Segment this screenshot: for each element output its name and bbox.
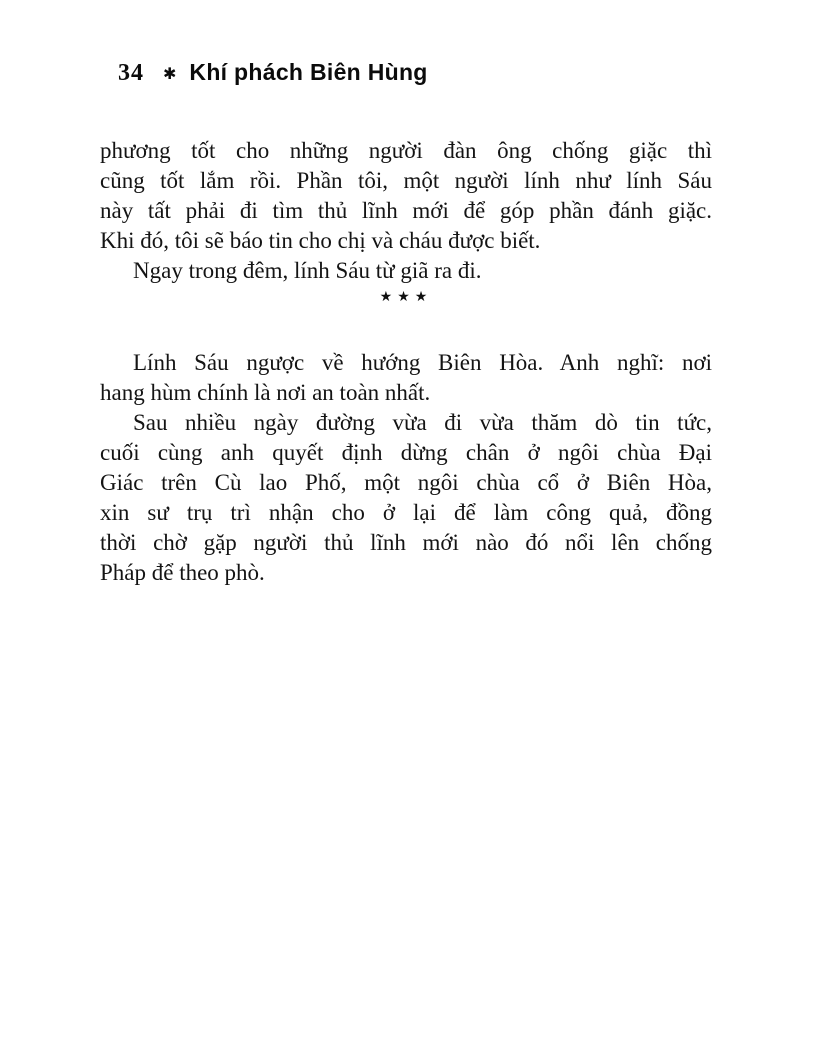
paragraph-line: Khi đó, tôi sẽ báo tin cho chị và cháu được biết. [100,228,541,253]
paragraph-line: Pháp để theo phò. [100,560,265,585]
paragraph-line: phương tốt cho những người đàn ông chống giặc thì [100,138,712,163]
header-asterisk-icon: ✱ [163,64,177,83]
paragraph-line: cũng tốt lắm rồi. Phần tôi, một người lính như lính Sáu [100,168,712,193]
paragraph-line: hang hùm chính là nơi an toàn nhất. [100,380,431,405]
paragraph [100,136,712,256]
paragraph-line: Ngay trong đêm, lính Sáu từ giã ra đi. [133,258,482,283]
paragraph-line: thời chờ gặp người thủ lĩnh mới nào đó nổi lên chống [100,530,712,555]
book-title: Khí phách Biên Hùng [189,59,428,85]
paragraph [100,256,712,286]
paragraph-line: Sau nhiều ngày đường vừa đi vừa thăm dò tin tức, [133,410,712,435]
paragraph-line: Lính Sáu ngược về hướng Biên Hòa. Anh nghĩ: nơi [133,350,712,375]
section-separator: ★★★ [379,289,433,305]
paragraph [100,348,712,408]
text-block [100,136,712,588]
paragraph-line: Giác trên Cù lao Phố, một ngôi chùa cổ ở Biên Hòa, [100,470,712,495]
paragraph-line: cuối cùng anh quyết định dừng chân ở ngôi chùa Đại [100,440,712,465]
running-header [118,59,428,87]
paragraph [100,408,712,588]
paragraph-line: xin sư trụ trì nhận cho ở lại để làm công quả, đồng [100,500,712,525]
paragraph-line: này tất phải đi tìm thủ lĩnh mới để góp phần đánh giặc. [100,198,712,223]
page-number: 34 [118,60,144,86]
